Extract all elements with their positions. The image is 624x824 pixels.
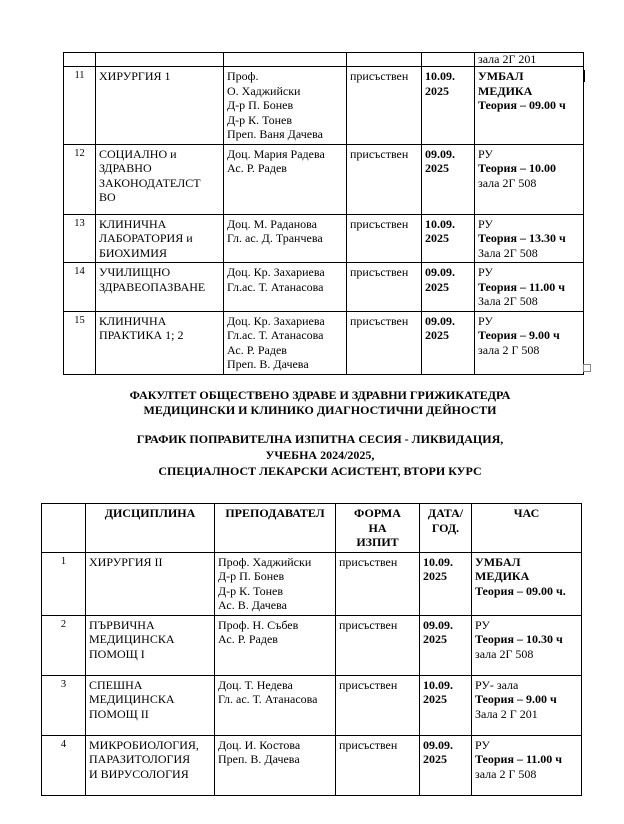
teacher-line: Доц. Мария Радева [227, 146, 325, 161]
teacher-line: Проф. Н. Събев [218, 617, 299, 632]
date-cell [422, 263, 475, 312]
teacher-line: Гл.ас. Т. Атанасова [227, 279, 324, 294]
teacher-line: Д-р П. Бонев [227, 98, 294, 112]
time-line: Теория – 10.00 [478, 161, 556, 175]
exam-form: присъствен [350, 69, 409, 83]
header-date-line: ГОД. [431, 520, 460, 535]
discipline-line: ВО [99, 190, 116, 204]
exam-form-cell [347, 311, 422, 374]
row-number: 4 [60, 738, 67, 750]
date-line: 2025 [425, 83, 449, 98]
time-line: зала 2Г 508 [478, 175, 537, 190]
exam-form-cell [336, 675, 420, 735]
date-line: 2025 [423, 692, 447, 706]
header-form-line: НА [368, 520, 387, 535]
col-header-form [336, 504, 420, 553]
time-cell [475, 311, 584, 374]
time-line: Теория – 11.00 ч [478, 279, 566, 294]
row-number-cell [64, 263, 96, 312]
row-number: 2 [60, 618, 67, 630]
discipline-line: ЗДРАВНО [99, 161, 152, 175]
time-line: Теория – 9.00 ч [475, 692, 557, 706]
date-line: 2025 [423, 569, 447, 583]
teacher-line: Доц. Т. Недева [218, 677, 293, 692]
teacher-line: Д-р К. Тонев [227, 112, 293, 127]
time-line: РУ [475, 617, 490, 632]
time-line: Теория – 09.00 ч [478, 98, 566, 112]
teacher-line: Д-р К. Тонев [218, 583, 284, 598]
date-line: 10.09. [423, 554, 453, 569]
row-number-cell [64, 144, 96, 214]
col-header-time: ЧАС [472, 504, 582, 553]
discipline-line: ПЪРВИЧНА [89, 617, 155, 632]
table-row [64, 67, 584, 145]
table-body [64, 53, 584, 375]
table-row [64, 263, 584, 312]
discipline-cell [96, 67, 224, 145]
specialty-line: СПЕЦИАЛНОСТ ЛЕКАРСКИ АСИСТЕНТ, ВТОРИ КУРС [158, 464, 482, 478]
discipline-line: ПРАКТИКА 1; 2 [99, 328, 184, 342]
table-header-row [42, 504, 582, 553]
teacher-cell [224, 311, 347, 374]
academic-year: УЧЕБНА 2024/2025, [265, 448, 375, 462]
teacher-line: Преп. Ваня Дачева [227, 127, 323, 141]
discipline-line: ЛАБОРАТОРИЯ и [99, 231, 193, 245]
row-number-cell [64, 214, 96, 263]
col-header-discipline: ДИСЦИПЛИНА [86, 504, 215, 553]
date-cell [422, 214, 475, 263]
date-line: 10.09. [425, 216, 455, 231]
discipline-cell [96, 214, 224, 263]
teacher-line: Преп. В. Дачева [218, 752, 300, 766]
discipline-line: ПОМОЩ II [89, 706, 149, 721]
time-line: РУ [478, 146, 493, 161]
date-line: 09.09. [425, 265, 455, 279]
discipline-line: СПЕШНА [89, 677, 143, 692]
date-line: 10.09. [425, 69, 455, 83]
discipline-cell [86, 675, 215, 735]
exam-form-cell [347, 263, 422, 312]
time-line: Теория – 11.00 ч [475, 752, 563, 766]
time-line: зала 2Г 508 [475, 646, 534, 661]
teacher-line: Преп. В. Дачева [227, 357, 309, 371]
text-cursor [584, 70, 585, 82]
table-row [42, 735, 582, 795]
date-line: 10.09. [423, 677, 453, 692]
table-row [64, 53, 584, 67]
discipline-line: СОЦИАЛНО и [99, 146, 177, 161]
row-number: 13 [74, 217, 85, 229]
teacher-line: Ас. Р. Радев [227, 161, 287, 175]
table-body [42, 552, 582, 795]
time-line: зала 2 Г 508 [478, 342, 540, 357]
time-cell [472, 552, 582, 615]
row-number-cell [42, 735, 86, 795]
teacher-line: Доц. М. Раданова [227, 216, 317, 231]
exam-form: присъствен [350, 265, 409, 279]
teacher-line: Проф. Хаджийски [218, 554, 312, 569]
discipline-line: КЛИНИЧНА [99, 313, 167, 328]
teacher-line: Доц. И. Костова [218, 737, 301, 752]
date-cell [422, 67, 475, 145]
row-number: 1 [60, 555, 67, 567]
discipline-cell [96, 144, 224, 214]
time-line: РУ- зала [475, 677, 519, 692]
teacher-cell [215, 675, 336, 735]
table-row [42, 675, 582, 735]
time-line: РУ [475, 737, 490, 752]
time-line: МЕДИКА [478, 83, 533, 98]
discipline-line: ЗАКОНОДАТЕЛСТ [99, 175, 201, 190]
discipline-line: ПАРАЗИТОЛОГИЯ [89, 752, 191, 766]
discipline-line: И ВИРУСОЛОГИЯ [89, 766, 189, 781]
time-line: УМБАЛ [475, 554, 521, 569]
exam-schedule-table-continued [63, 52, 584, 375]
table-row [42, 615, 582, 675]
teacher-line: О. Хаджийски [227, 83, 301, 98]
row-number: 15 [74, 314, 85, 326]
table-row [64, 144, 584, 214]
row-number: 11 [74, 70, 85, 81]
discipline-line: БИОХИМИЯ [99, 245, 167, 260]
exam-form-cell [347, 67, 422, 145]
exam-form: присъствен [350, 216, 409, 231]
teacher-line: Ас. Р. Радев [218, 632, 278, 646]
row-number-cell [64, 311, 96, 374]
exam-schedule-table [41, 503, 582, 796]
time-cell [475, 67, 584, 145]
discipline-cell [86, 735, 215, 795]
teacher-cell [224, 263, 347, 312]
discipline-line: МЕДИЦИНСКА [89, 632, 175, 646]
row-number-cell [42, 615, 86, 675]
discipline-line: МЕДИЦИНСКА [89, 692, 175, 706]
date-cell [422, 144, 475, 214]
time-line: Теория – 9.00 ч [478, 328, 560, 342]
time-cell [472, 615, 582, 675]
teacher-line: Ас. Р. Радев [227, 342, 287, 357]
teacher-cell [215, 615, 336, 675]
time-line: МЕДИКА [475, 569, 530, 583]
exam-form-cell [347, 144, 422, 214]
teacher-line: Доц. Кр. Захариева [227, 313, 325, 328]
teacher-line: Доц. Кр. Захариева [227, 265, 325, 279]
time-line: РУ [478, 265, 493, 279]
date-line: 2025 [423, 752, 447, 766]
table-row [64, 214, 584, 263]
col-header-number [42, 504, 86, 553]
teacher-line: Гл. ас. Т. Атанасова [218, 692, 318, 706]
col-header-teacher: ПРЕПОДАВАТЕЛ [215, 504, 336, 553]
schedule-title: ГРАФИК ПОПРАВИТЕЛНА ИЗПИТНА СЕСИЯ - ЛИКВИДАЦИЯ, [136, 432, 504, 446]
date-cell [422, 311, 475, 374]
exam-form: присъствен [339, 677, 398, 692]
exam-form-cell [347, 214, 422, 263]
time-line: Теория – 09.00 ч. [475, 583, 566, 598]
date-cell [420, 675, 472, 735]
header-form-line: ИЗПИТ [356, 535, 399, 549]
row-number: 3 [60, 678, 67, 690]
time-cell [475, 214, 584, 263]
time-line: Зала 2Г 508 [478, 294, 538, 308]
date-line: 2025 [425, 161, 449, 175]
exam-form: присъствен [350, 313, 409, 328]
exam-form: присъствен [339, 737, 398, 752]
col-header-date [420, 504, 472, 553]
discipline-cell [86, 552, 215, 615]
time-cell [475, 144, 584, 214]
room-cell: зала 2Г 201 [475, 53, 584, 67]
time-cell [475, 263, 584, 312]
time-line: РУ [478, 216, 493, 231]
header-form-line: ФОРМА [354, 506, 401, 520]
exam-form-cell [336, 615, 420, 675]
time-cell [472, 675, 582, 735]
table-resize-handle[interactable] [583, 364, 591, 372]
teacher-cell [215, 552, 336, 615]
date-line: 2025 [423, 632, 447, 646]
time-line: зала 2 Г 508 [475, 766, 537, 781]
discipline-line: МИКРОБИОЛОГИЯ, [89, 737, 199, 752]
teacher-line: Гл. ас. Д. Транчева [227, 231, 323, 245]
teacher-line: Д-р П. Бонев [218, 569, 285, 583]
discipline-line: ПОМОЩ I [89, 646, 145, 661]
date-line: 2025 [425, 231, 449, 245]
time-cell [472, 735, 582, 795]
row-number-cell [42, 552, 86, 615]
discipline-line: КЛИНИЧНА [99, 216, 167, 231]
date-line: 09.09. [425, 146, 455, 161]
exam-form-cell [336, 552, 420, 615]
time-line: Теория – 10.30 ч [475, 632, 563, 646]
discipline-line: ХИРУРГИЯ 1 [99, 69, 171, 83]
time-line: Зала 2Г 508 [478, 245, 538, 260]
date-line: 2025 [425, 279, 449, 294]
department-heading: МЕДИЦИНСКИ И КЛИНИКО ДИАГНОСТИЧНИ ДЕЙНОСТИ [143, 403, 497, 417]
table-row [42, 552, 582, 615]
table-row [64, 311, 584, 374]
date-line: 09.09. [423, 737, 453, 752]
exam-form: присъствен [350, 146, 409, 161]
exam-form: присъствен [339, 554, 398, 569]
time-line: Теория – 13.30 ч [478, 231, 566, 245]
row-number-cell [42, 675, 86, 735]
discipline-cell [96, 311, 224, 374]
exam-form: присъствен [339, 617, 398, 632]
row-number-cell [64, 67, 96, 145]
teacher-line: Проф. [227, 69, 259, 83]
date-line: 2025 [425, 328, 449, 342]
date-cell [420, 552, 472, 615]
time-line: РУ [478, 313, 493, 328]
discipline-line: УЧИЛИЩНО [99, 265, 171, 279]
row-number: 14 [74, 266, 85, 277]
teacher-cell [224, 214, 347, 263]
exam-form-cell [336, 735, 420, 795]
date-line: 09.09. [423, 617, 453, 632]
date-line: 09.09. [425, 313, 455, 328]
time-line: Зала 2 Г 201 [475, 706, 538, 721]
faculty-heading: ФАКУЛТЕТ ОБЩЕСТВЕНО ЗДРАВЕ И ЗДРАВНИ ГРИЖИКАТЕДРА [129, 388, 511, 402]
date-cell [420, 735, 472, 795]
discipline-cell [96, 263, 224, 312]
teacher-cell [215, 735, 336, 795]
teacher-line: Ас. В. Дачева [218, 598, 287, 612]
teacher-cell [224, 144, 347, 214]
header-date-line: ДАТА/ [427, 506, 464, 520]
teacher-cell [224, 67, 347, 145]
time-line: УМБАЛ [478, 69, 524, 83]
teacher-line: Гл.ас. Т. Атанасова [227, 328, 324, 342]
date-cell [420, 615, 472, 675]
row-number: 12 [74, 147, 85, 159]
discipline-line: ЗДРАВЕОПАЗВАНЕ [99, 279, 206, 294]
discipline-line: ХИРУРГИЯ II [89, 554, 163, 569]
discipline-cell [86, 615, 215, 675]
